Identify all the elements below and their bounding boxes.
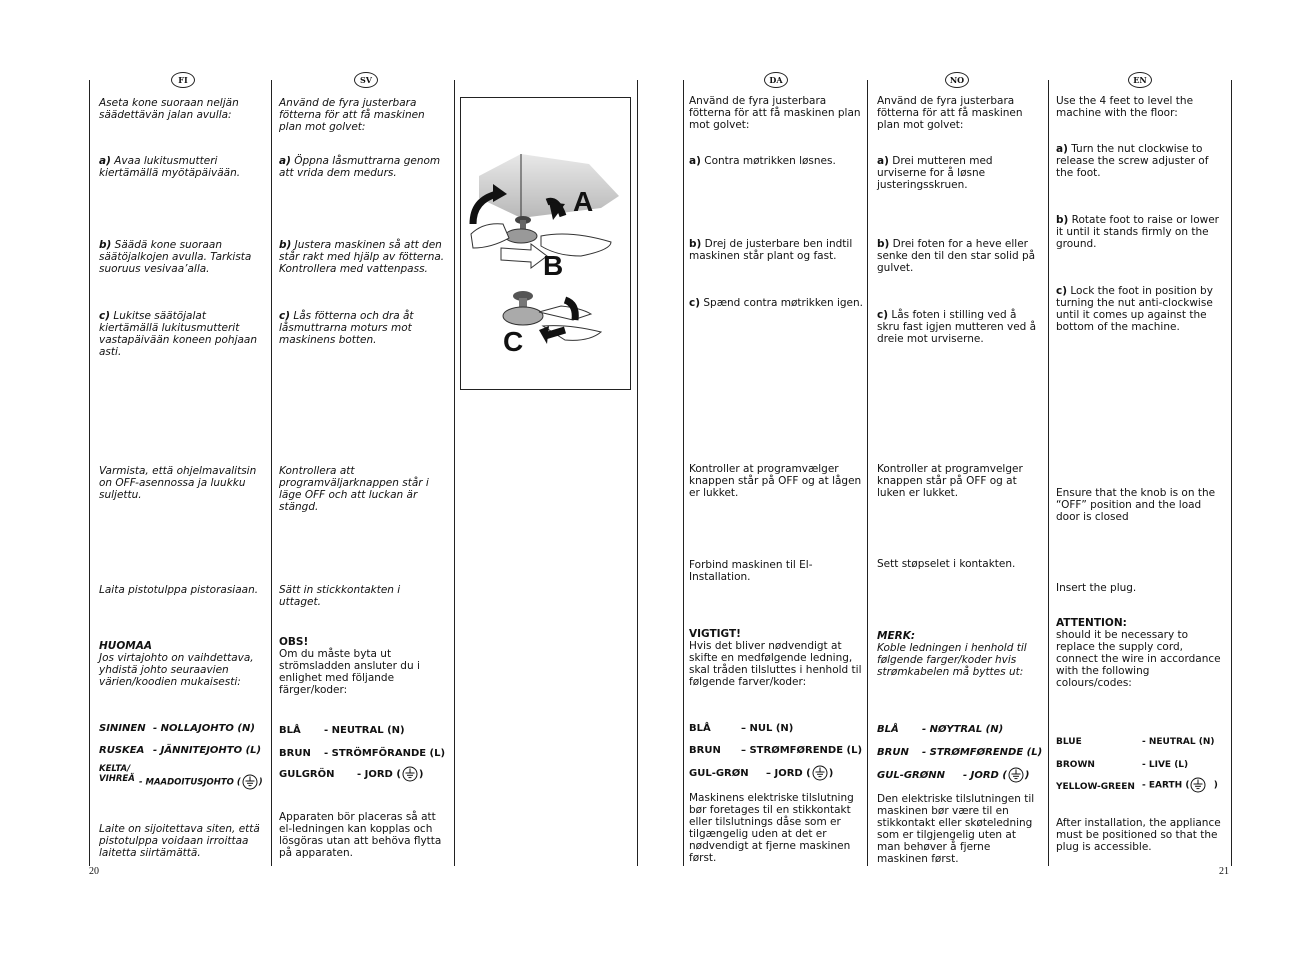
column-rule — [637, 80, 638, 866]
wire-color: BRUN — [279, 748, 311, 759]
step-key: a) — [1056, 143, 1068, 155]
step-b — [689, 238, 863, 262]
language-badge-en: EN — [1128, 72, 1152, 88]
column-rule — [454, 80, 455, 866]
intro-text: Använd de fyra justerbara fötterna för att få maskinen plan mot golvet: — [877, 95, 1023, 131]
column-rule — [867, 80, 868, 866]
note-text: Om du måste byta ut strömsladden ansluter du i enlighet med följande färger/koder: — [279, 648, 420, 696]
step-key: b) — [689, 238, 702, 250]
final-text: Den elektriske tilslutningen til maskinen bør være til en stikkontakt eller skøteledning som er tilgjengelig uten at man behøver å fjerne maskinen først. — [877, 793, 1035, 865]
column-da — [689, 72, 863, 872]
wire-color: YELLOW-GREEN — [1056, 782, 1135, 792]
final-text: After installation, the appliance must be positioned so that the plug is accessible. — [1056, 817, 1221, 853]
wire-color: BLÅ — [279, 725, 301, 736]
check-text: Kontrollera att programväljarknappen står i läge OFF och att luckan är stängd. — [279, 465, 429, 513]
wire-function: - JORD ( ) — [357, 766, 423, 782]
figure-label-b: B — [543, 250, 564, 281]
note-text: should it be necessary to replace the supply cord, connect the wire in accordance with the following colours/codes: — [1056, 629, 1221, 689]
step-key: a) — [689, 155, 701, 167]
page-number-right: 21 — [1219, 866, 1229, 877]
wire-function: – STRØMFØRENDE (L) — [741, 745, 863, 756]
step-key: c) — [877, 309, 889, 321]
step-a — [279, 155, 445, 179]
step-b — [279, 239, 445, 275]
foot-adjustment-illustration — [460, 97, 631, 390]
language-badge-da: DA — [764, 72, 788, 88]
step-text: Justera maskinen så att den står rakt med hjälp av fötterna. Kontrollera med vattenpass. — [279, 239, 445, 275]
check-text: Ensure that the knob is on the “OFF” position and the load door is closed — [1056, 487, 1216, 523]
wire-function: - MAADOITUSJOHTO ( ) — [139, 774, 263, 790]
note-title: ATTENTION: — [1056, 617, 1127, 629]
step-c — [99, 310, 265, 358]
wire-function: - EARTH ( ) — [1142, 777, 1218, 793]
wire-function: - STRÖMFÖRANDE (L) — [324, 748, 446, 759]
wire-function: – JORD ( ) — [766, 765, 833, 781]
step-text: Drei mutteren med urviserne for å løsne justeringsskruen. — [877, 155, 993, 191]
step-text: Spænd contra møtrikken igen. — [703, 297, 864, 309]
step-key: b) — [99, 239, 112, 251]
step-key: b) — [279, 239, 292, 251]
wire-function: - JORD ( ) — [963, 767, 1029, 783]
column-rule — [1048, 80, 1049, 866]
step-text: Lås foten i stilling ved å skru fast igjen mutteren ved å dreie mot urviserne. — [877, 309, 1037, 345]
step-text: Öppna låsmuttrarna genom att vrida dem medurs. — [279, 155, 441, 179]
page-number-left: 20 — [89, 866, 99, 877]
step-key: c) — [1056, 285, 1068, 297]
step-text: Turn the nut clockwise to release the screw adjuster of the foot. — [1056, 143, 1209, 179]
intro-text: Använd de fyra justerbara fötterna för att få maskinen plan mot golvet: — [689, 95, 861, 131]
step-b — [1056, 214, 1224, 250]
note-text: Jos virtajohto on vaihdettava, yhdistä johto seuraavien värien/koodien mukaisesti: — [99, 652, 254, 688]
step-c — [689, 297, 863, 309]
wire-color: BLÅ — [689, 723, 711, 734]
plug-text: Sätt in stickkontakten i uttaget. — [279, 584, 401, 608]
step-key: c) — [279, 310, 291, 322]
earth-icon — [1008, 767, 1024, 783]
wire-function: - STRØMFØRENDE (L) — [922, 747, 1043, 758]
plug-text: Sett støpselet i kontakten. — [877, 558, 1016, 570]
step-key: a) — [279, 155, 291, 167]
note-title: OBS! — [279, 636, 309, 648]
step-text: Lås fötterna och dra åt låsmuttrarna moturs mot maskinens botten. — [279, 310, 414, 346]
step-b — [877, 238, 1041, 274]
wire-function: - NEUTRAL (N) — [324, 725, 405, 736]
column-fi — [99, 72, 265, 872]
step-key: a) — [877, 155, 889, 167]
final-text: Laite on sijoitettava siten, että pistotulppa voidaan irroittaa laitetta siirtämättä. — [99, 823, 260, 859]
intro-text: Aseta kone suoraan neljän säädettävän jalan avulla: — [99, 97, 239, 121]
step-key: b) — [877, 238, 890, 250]
step-a — [1056, 143, 1224, 179]
earth-icon — [1190, 777, 1206, 793]
column-rule — [1231, 80, 1232, 866]
earth-icon — [242, 774, 258, 790]
wire-color: GULGRÖN — [279, 769, 335, 780]
wire-function: - LIVE (L) — [1142, 760, 1189, 770]
step-text: Lock the foot in position by turning the nut anti-clockwise until it comes up against the bottom of the machine. — [1056, 285, 1213, 333]
step-key: b) — [1056, 214, 1069, 226]
step-c — [877, 309, 1041, 345]
step-c — [279, 310, 445, 346]
wire-color: RUSKEA — [99, 745, 145, 756]
figure-label-c: C — [503, 326, 524, 357]
step-key: a) — [99, 155, 111, 167]
step-a — [877, 155, 1041, 191]
step-c — [1056, 285, 1224, 333]
wire-color: VIHREÄ — [99, 774, 135, 784]
earth-icon — [402, 766, 418, 782]
step-text: Rotate foot to raise or lower it until it stands firmly on the ground. — [1056, 214, 1219, 250]
column-rule — [271, 80, 272, 866]
plug-text: Insert the plug. — [1056, 582, 1137, 594]
wire-function: – NUL (N) — [741, 723, 794, 734]
figure-label-a: A — [573, 186, 594, 217]
step-text: Drei foten for a heve eller senke den til den star solid på gulvet. — [877, 238, 1036, 274]
check-text: Kontroller at programvælger knappen står på OFF og at lågen er lukket. — [689, 463, 862, 499]
step-a — [99, 155, 265, 179]
intro-text: Använd de fyra justerbara fötterna för att få maskinen plan mot golvet: — [279, 97, 425, 133]
check-text: Kontroller at programvelger knappen står på OFF og at luken er lukket. — [877, 463, 1023, 499]
step-text: Contra møtrikken løsnes. — [704, 155, 836, 167]
wire-color: GUL-GRØNN — [877, 770, 945, 781]
wire-function: - JÄNNITEJOHTO (L) — [153, 745, 262, 756]
wire-color: BLÅ — [877, 724, 899, 735]
step-text: Drej de justerbare ben indtil maskinen står plant og fast. — [689, 238, 853, 262]
wire-function: - NØYTRAL (N) — [922, 724, 1004, 735]
column-rule — [683, 80, 684, 866]
wire-color: BROWN — [1056, 760, 1095, 770]
column-no — [877, 72, 1041, 872]
wire-color: BLUE — [1056, 737, 1082, 747]
wire-color: GUL-GRØN — [689, 768, 749, 779]
step-key: c) — [689, 297, 701, 309]
plug-text: Laita pistotulppa pistorasiaan. — [99, 584, 259, 596]
check-text: Varmista, että ohjelmavalitsin on OFF-asennossa ja luukku suljettu. — [99, 465, 257, 501]
language-badge-no: NO — [945, 72, 969, 88]
note-title: VIGTIGT! — [689, 628, 741, 640]
note-title: MERK: — [877, 630, 916, 642]
final-text: Apparaten bör placeras så att el-ledningen kan kopplas och lösgöras utan att behöva flytta på apparaten. — [279, 811, 442, 859]
wire-function: - NEUTRAL (N) — [1142, 737, 1215, 747]
wire-color: BRUN — [689, 745, 721, 756]
step-key: c) — [99, 310, 111, 322]
wire-function: - NOLLAJOHTO (N) — [153, 723, 255, 734]
step-a — [689, 155, 863, 167]
intro-text: Use the 4 feet to level the machine with the floor: — [1056, 95, 1194, 119]
note-title: HUOMAA — [99, 640, 152, 652]
note-text: Koble ledningen i henhold til følgende farger/koder hvis strømkabelen må byttes ut: — [877, 642, 1027, 678]
note-text: Hvis det bliver nødvendigt at skifte en medfølgende ledning, skal tråden tilsluttes i henhold til følgende farver/koder: — [689, 640, 862, 688]
step-b — [99, 239, 265, 275]
column-sv — [279, 72, 445, 872]
plug-text: Forbind maskinen til El-Installation. — [689, 559, 813, 583]
wire-color: BRUN — [877, 747, 909, 758]
step-text: Avaa lukitusmutteri kiertämällä myötäpäivään. — [99, 155, 241, 179]
wire-color: KELTA/ — [99, 764, 131, 774]
earth-icon — [812, 765, 828, 781]
column-en — [1056, 72, 1224, 872]
step-text: Lukitse säätöjalat kiertämällä lukitusmutterit vastapäivään koneen pohjaan asti. — [99, 310, 258, 358]
language-badge-fi: FI — [171, 72, 195, 88]
final-text: Maskinens elektriske tilslutning bør foretages til en stikkontakt eller tilslutnings dåse som er tilgængelig uden at det er nødvendigt at fjerne maskinen først. — [689, 792, 854, 864]
column-rule — [89, 80, 90, 866]
step-text: Säädä kone suoraan säätöjalkojen avulla. Tarkista suoruus vesivaa’alla. — [99, 239, 252, 275]
language-badge-sv: SV — [354, 72, 378, 88]
wire-color: SININEN — [99, 723, 146, 734]
foot-adjustment-drawing — [461, 98, 630, 389]
